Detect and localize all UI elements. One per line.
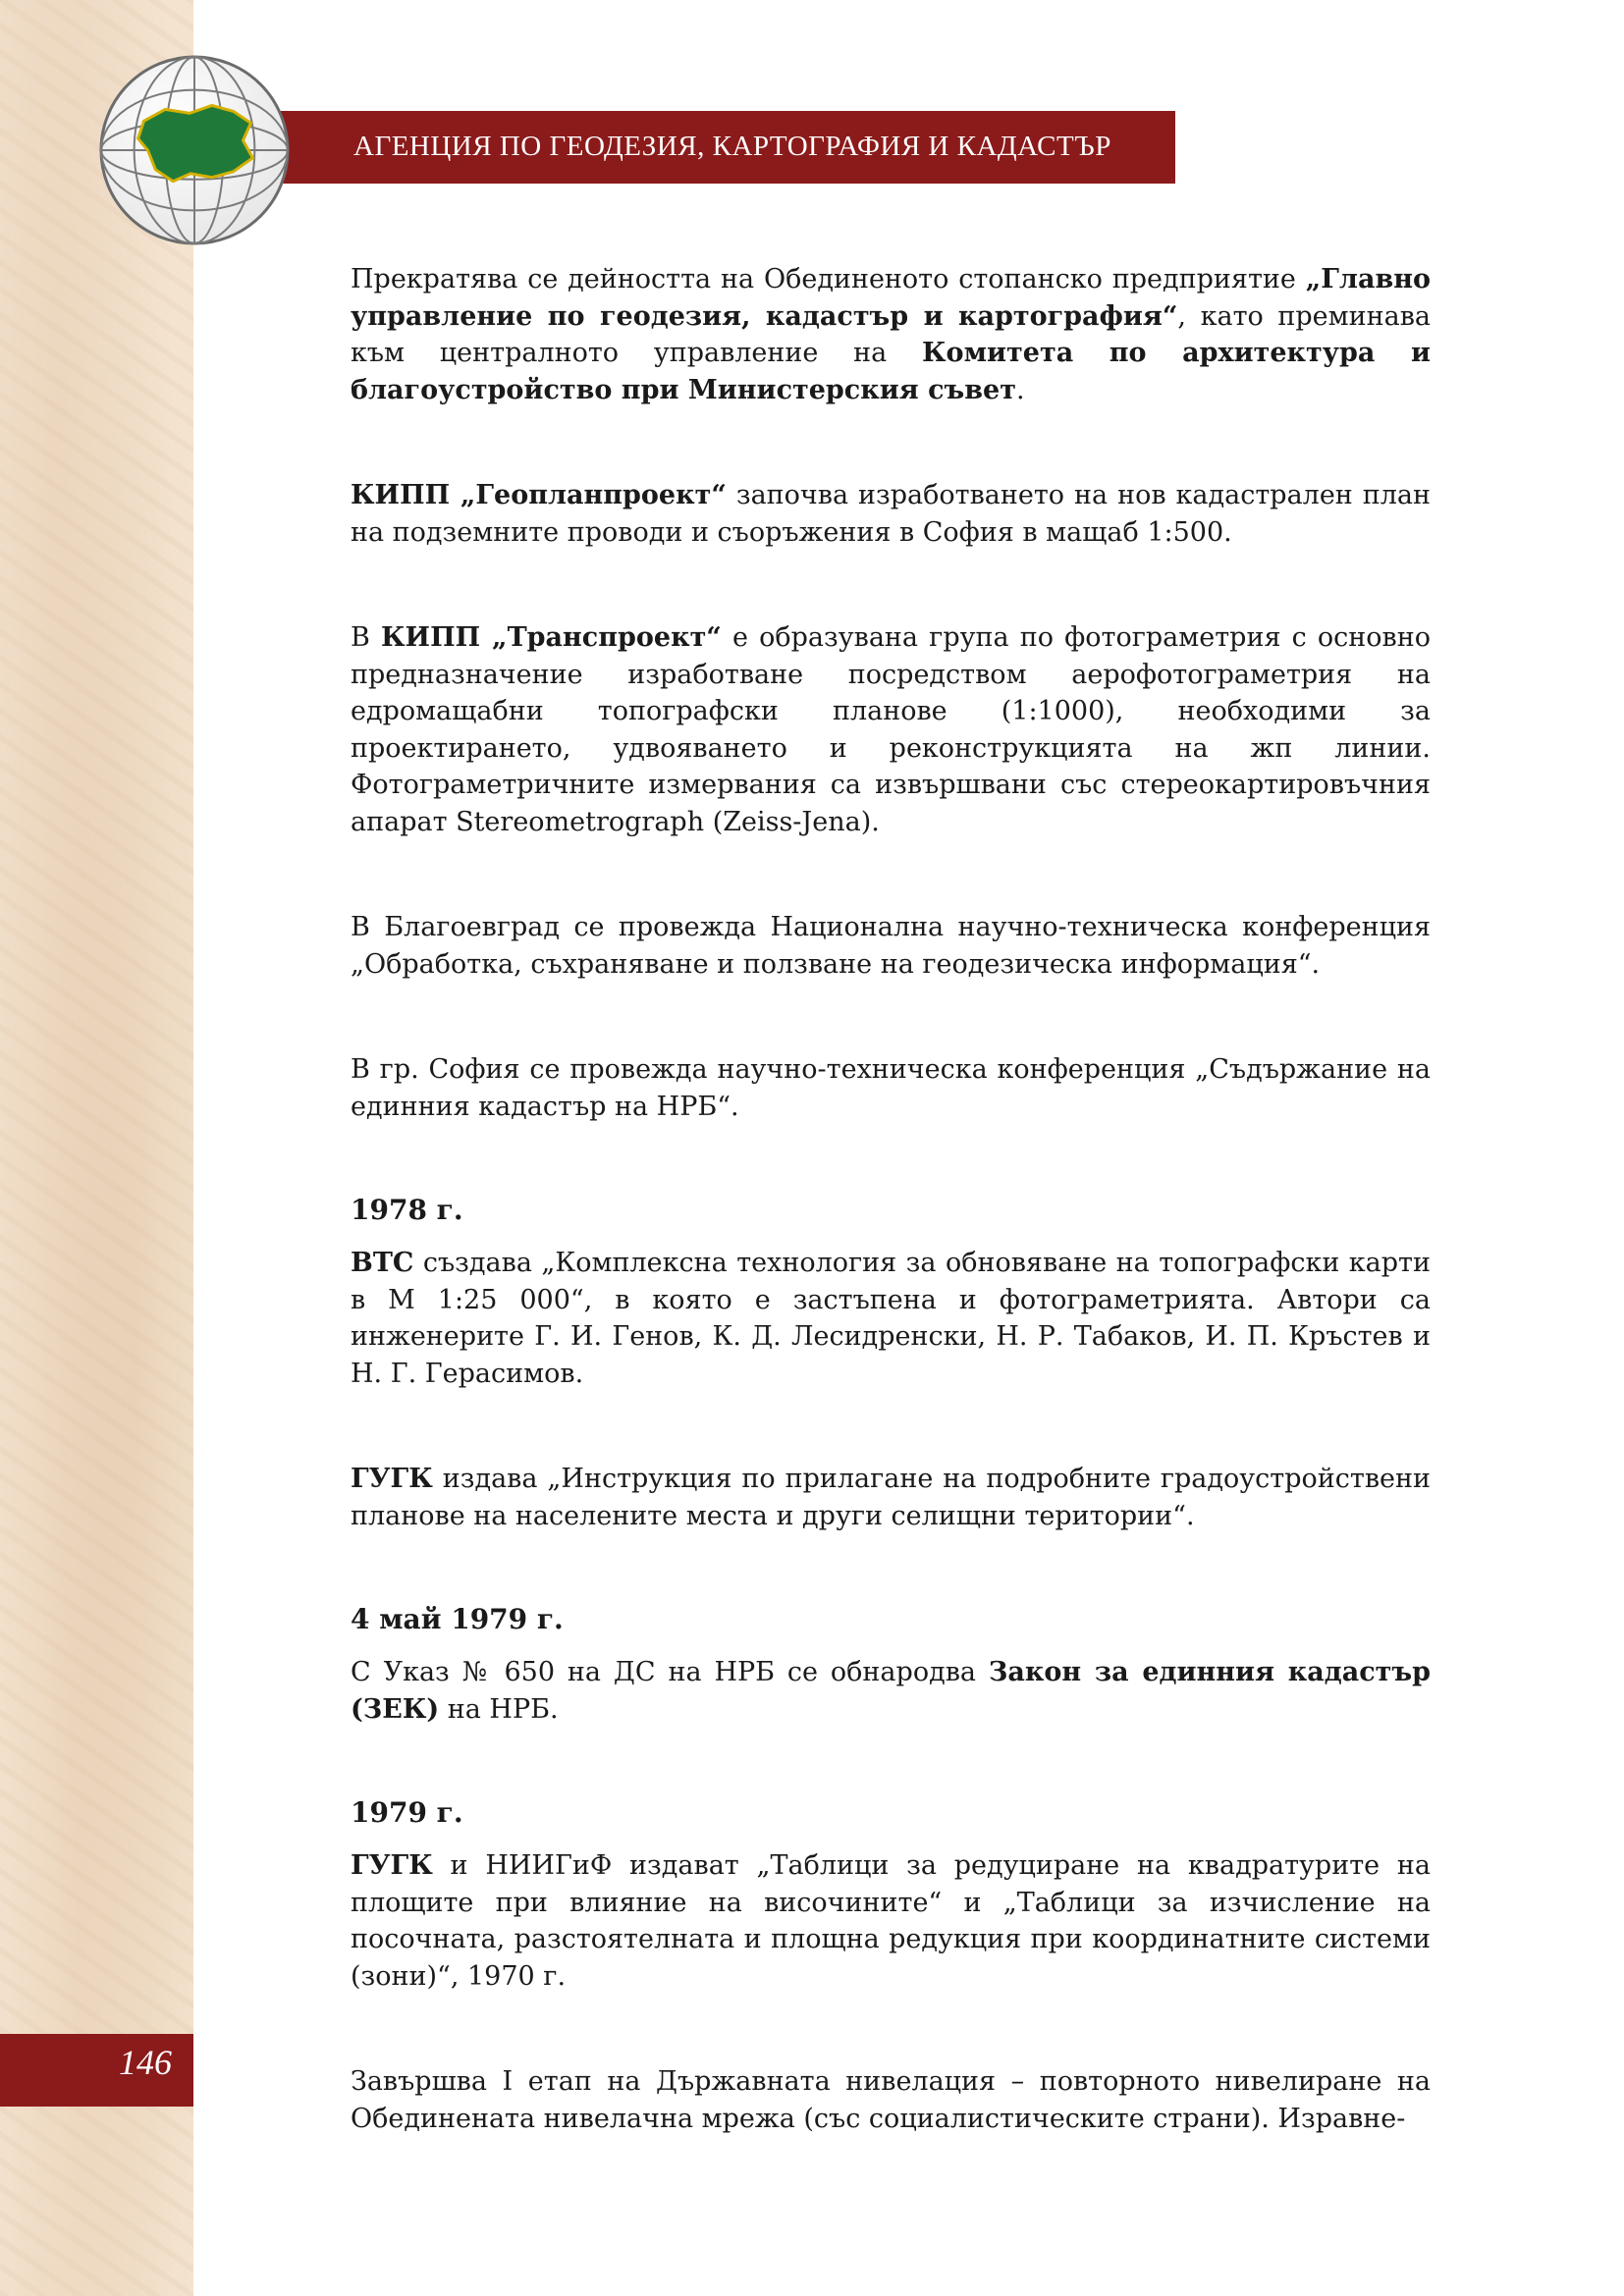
paragraph: КИПП „Геопланпроект“ започва изработването на нов кадастрален план на подземните проводи и съоръжения в София в мащаб 1:500. [351,480,1432,548]
year-heading: 1978 г. [351,1194,463,1226]
decorative-side-strip [0,0,193,2296]
paragraph: В Благоевград се провежда Национална научно-техническа конференция „Обработка, съхраняване и ползване на геодезическа информация“. [351,912,1431,980]
agency-globe-logo-icon [97,53,292,247]
page-number: 146 [119,2043,172,2082]
paragraph: С Указ № 650 на ДС на НРБ се обнародва Закон за единния кадастър (ЗЕК) на НРБ. [351,1657,1431,1725]
main-content [351,261,1431,2137]
paragraph: Прекратява се дейността на Обединеното стопанско предприятие „Главно управление по геодезия, кадастър и картография“, като преминава към централното управление на Комитета по архитектура и благоустройство при Министерския съвет. [351,264,1432,405]
paragraph: ГУГК издава „Инструкция по прилагане на подробните градоустройствени планове на населените места и други селищни територии“. [351,1464,1431,1531]
paragraph: В КИПП „Транспроект“ е образувана група по фотограметрия с основно предназначение изработване посредством аерофотограметрия на едромащабни топографски планове (1:1000), необходими за проектирането, удвояването и реконструкцията на жп линии. Фотограметричните измервания са извършвани със стереокартировъчния апарат Stereometrograph (Zeiss-Jena). [351,622,1431,837]
paragraph: ВТС създава „Комплексна технология за обновяване на топографски карти в М 1:25 000“, в която е застъпена и фотограметрията. Автори са инженерите Г. И. Генов, К. Д. Лесидренски, Н. Р. Табаков, И. П. Кръстев и Н. Г. Герасимов. [351,1248,1431,1389]
year-heading: 4 май 1979 г. [351,1603,564,1635]
paragraph: Завършва I етап на Държавната нивелация – повторното нивелиране на Обединената нивелачна мрежа (със социалистическите страни). Изравне- [351,2066,1431,2134]
paragraph: ГУГК и НИИГиФ издават „Таблици за редуциране на квадратурите на площите при влияние на височините“ и „Таблици за изчисление на посочната, разстоятелната и площна редукция при координатните системи (зони)“, 1970 г. [351,1850,1431,1992]
year-heading: 1979 г. [351,1796,463,1829]
agency-title: АГЕНЦИЯ ПО ГЕОДЕЗИЯ, КАРТОГРАФИЯ И КАДАСТЪР [353,131,1111,162]
paragraph: В гр. София се провежда научно-техническа конференция „Съдържание на единния кадастър на НРБ“. [351,1054,1431,1122]
